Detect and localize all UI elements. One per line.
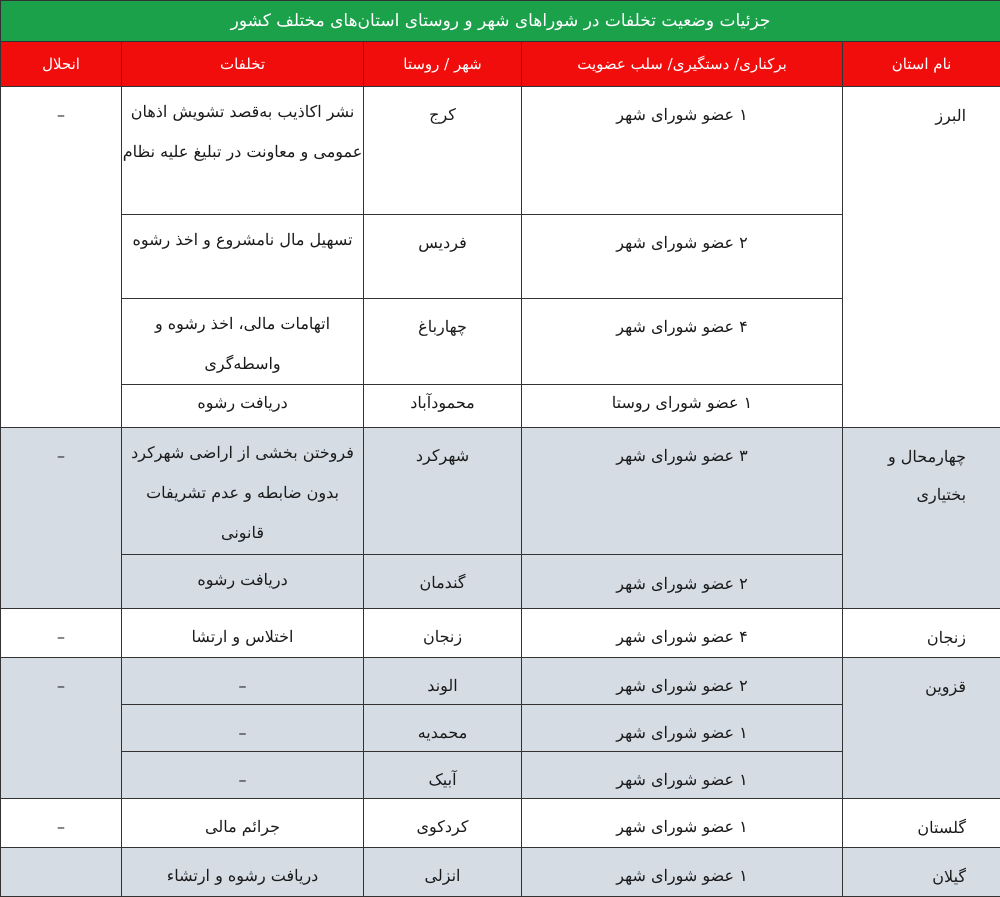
dissolution-cell: – bbox=[1, 428, 122, 609]
violation-cell: نشر اکاذیب به‌قصد تشویش اذهان عمومی و معاونت در تبلیغ علیه نظام bbox=[122, 87, 364, 215]
city-cell: محمدیه bbox=[364, 705, 522, 752]
violation-cell: دریافت رشوه و ارتشاء bbox=[122, 848, 364, 897]
province-cell: البرز bbox=[843, 87, 1000, 428]
province-cell: زنجان bbox=[843, 609, 1000, 658]
city-cell: محمودآباد bbox=[364, 385, 522, 428]
header-dissolution: انحلال bbox=[1, 42, 122, 87]
dissolution-cell: – bbox=[1, 799, 122, 848]
province-cell: گیلان bbox=[843, 848, 1000, 897]
dissolution-cell: – bbox=[1, 658, 122, 799]
dissolution-cell bbox=[1, 848, 122, 897]
violation-cell: – bbox=[122, 705, 364, 752]
province-cell: چهارمحال و بختیاری bbox=[843, 428, 1000, 609]
city-cell: کردکوی bbox=[364, 799, 522, 848]
action-cell: ۲ عضو شورای شهر bbox=[522, 555, 843, 609]
action-cell: ۲ عضو شورای شهر bbox=[522, 658, 843, 705]
province-cell: گلستان bbox=[843, 799, 1000, 848]
action-cell: ۴ عضو شورای شهر bbox=[522, 609, 843, 658]
action-cell: ۴ عضو شورای شهر bbox=[522, 299, 843, 385]
city-cell: گندمان bbox=[364, 555, 522, 609]
dissolution-cell: – bbox=[1, 609, 122, 658]
violation-cell: تسهیل مال نامشروع و اخذ رشوه bbox=[122, 215, 364, 299]
city-cell: شهرکرد bbox=[364, 428, 522, 555]
header-violation: تخلفات bbox=[122, 42, 364, 87]
city-cell: چهارباغ bbox=[364, 299, 522, 385]
action-cell: ۱ عضو شورای شهر bbox=[522, 799, 843, 848]
city-cell: فردیس bbox=[364, 215, 522, 299]
violation-cell: اختلاس و ارتشا bbox=[122, 609, 364, 658]
action-cell: ۱ عضو شورای شهر bbox=[522, 848, 843, 897]
header-action: برکناری/ دستگیری/ سلب عضویت bbox=[522, 42, 843, 87]
city-cell: الوند bbox=[364, 658, 522, 705]
action-cell: ۱ عضو شورای روستا bbox=[522, 385, 843, 428]
action-cell: ۱ عضو شورای شهر bbox=[522, 752, 843, 799]
violation-cell: دریافت رشوه bbox=[122, 555, 364, 609]
table-title: جزئیات وضعیت تخلفات در شوراهای شهر و روستای استان‌های مختلف کشور bbox=[1, 1, 1000, 42]
action-cell: ۳ عضو شورای شهر bbox=[522, 428, 843, 555]
violation-cell: – bbox=[122, 658, 364, 705]
province-cell: قزوین bbox=[843, 658, 1000, 799]
header-province: نام استان bbox=[843, 42, 1000, 87]
violation-cell: فروختن بخشی از اراضی شهرکرد بدون ضابطه و عدم تشریفات قانونی bbox=[122, 428, 364, 555]
action-cell: ۲ عضو شورای شهر bbox=[522, 215, 843, 299]
city-cell: زنجان bbox=[364, 609, 522, 658]
violation-cell: – bbox=[122, 752, 364, 799]
violation-cell: دریافت رشوه bbox=[122, 385, 364, 428]
violation-cell: جرائم مالی bbox=[122, 799, 364, 848]
dissolution-cell: – bbox=[1, 87, 122, 428]
violation-cell: اتهامات مالی، اخذ رشوه و واسطه‌گری bbox=[122, 299, 364, 385]
city-cell: آبیک bbox=[364, 752, 522, 799]
action-cell: ۱ عضو شورای شهر bbox=[522, 87, 843, 215]
city-cell: انزلی bbox=[364, 848, 522, 897]
city-cell: کرج bbox=[364, 87, 522, 215]
action-cell: ۱ عضو شورای شهر bbox=[522, 705, 843, 752]
header-city: شهر / روستا bbox=[364, 42, 522, 87]
